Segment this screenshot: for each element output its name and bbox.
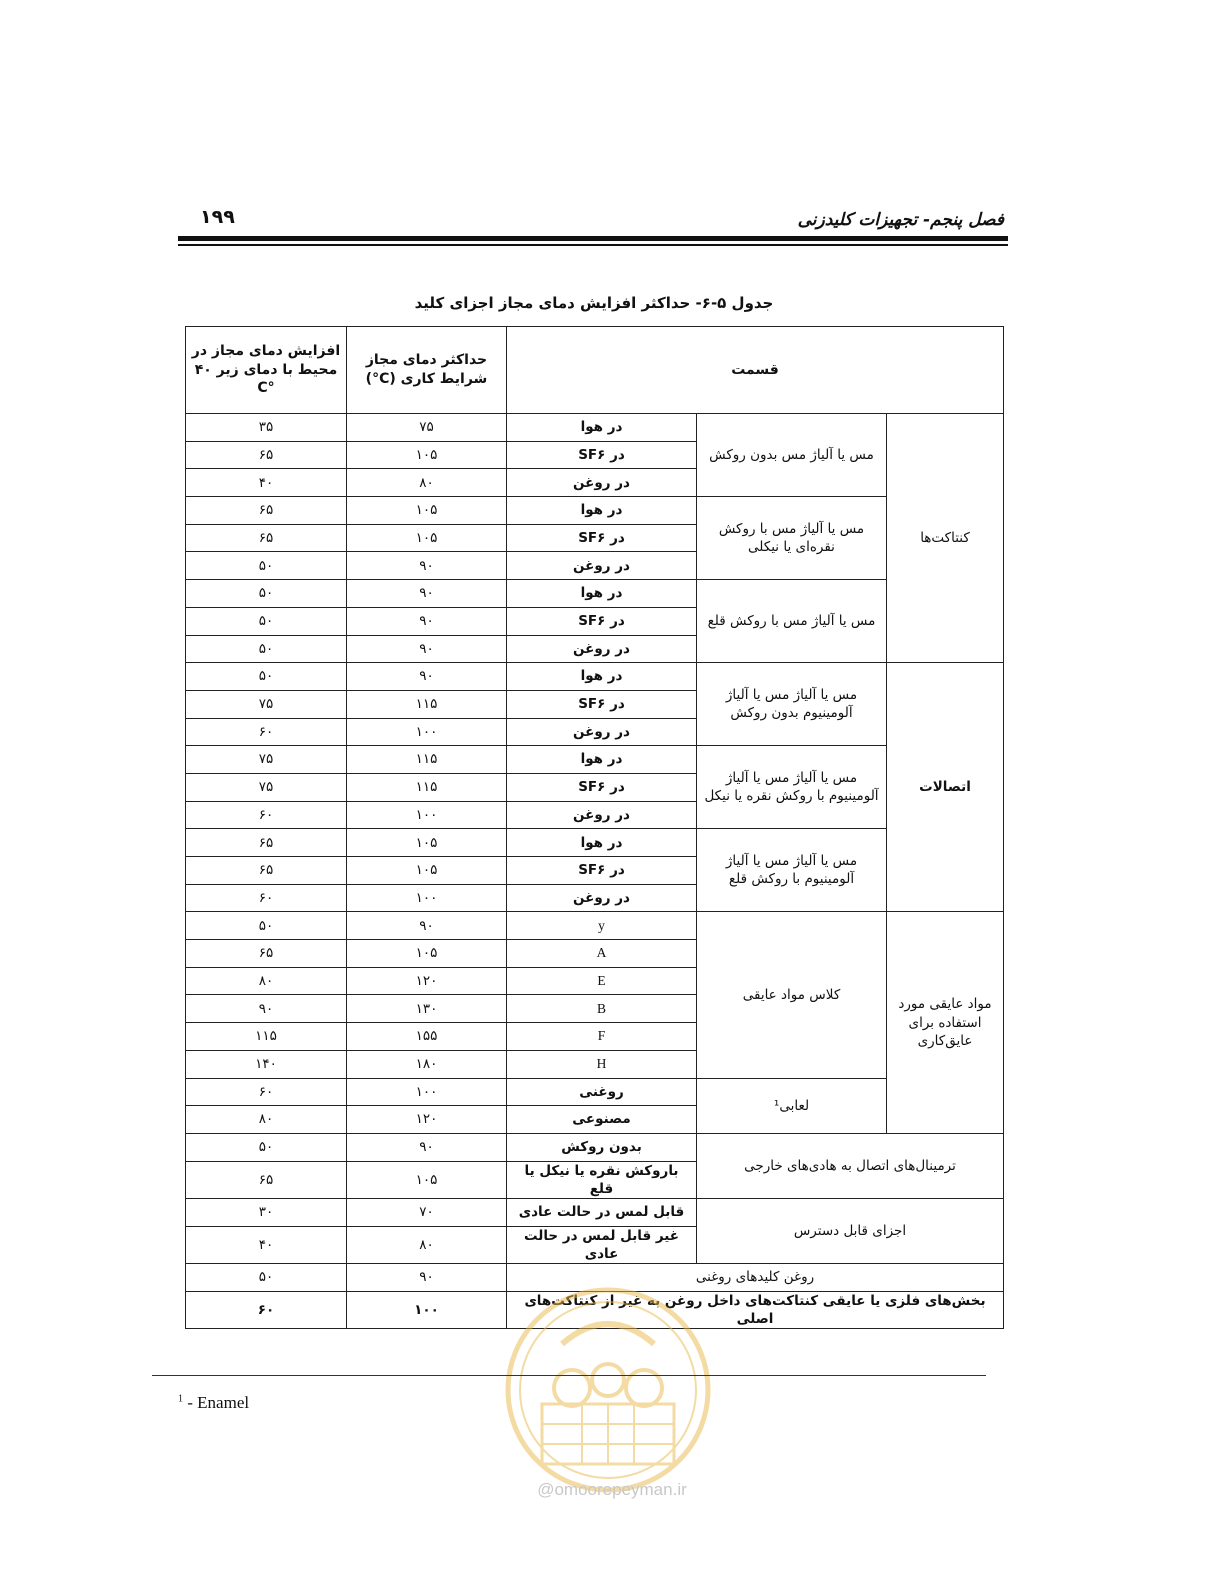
row-max-temp: ۸۰ (347, 469, 507, 497)
row-temp-rise: ۱۱۵ (186, 1023, 347, 1051)
row-temp-rise: ۶۵ (186, 1161, 347, 1198)
row-item: در SF۶ (507, 857, 697, 885)
row-temp-rise: ۴۰ (186, 469, 347, 497)
row-item: y (507, 912, 697, 940)
row-max-temp: ۱۰۵ (347, 829, 507, 857)
row-item: در روغن (507, 801, 697, 829)
row-max-temp: ۷۵ (347, 414, 507, 442)
row-temp-rise: ۶۵ (186, 441, 347, 469)
row-max-temp: ۱۱۵ (347, 773, 507, 801)
row-max-temp: ۱۲۰ (347, 1106, 507, 1134)
table-row (186, 912, 1004, 940)
row-item: در هوا (507, 580, 697, 608)
table-row (186, 829, 1004, 857)
subgroup-bare-connection: مس یا آلیاژ مس یا آلیاژ آلومینیوم بدون روکش (697, 663, 887, 746)
row-item: در روغن (507, 552, 697, 580)
row-max-temp: ۱۱۵ (347, 690, 507, 718)
row-max-temp: ۸۰ (347, 1226, 507, 1263)
row-item: غیر قابل لمس در حالت عادی (507, 1226, 697, 1263)
subgroup-bare-copper: مس یا آلیاژ مس بدون روکش (697, 414, 887, 497)
row-temp-rise: ۱۴۰ (186, 1050, 347, 1078)
row-item: A (507, 940, 697, 968)
row-item: در هوا (507, 663, 697, 691)
table-row (186, 1199, 1004, 1227)
row-max-temp: ۹۰ (347, 635, 507, 663)
row-item: در هوا (507, 829, 697, 857)
row-temp-rise: ۵۰ (186, 663, 347, 691)
row-temp-rise: ۸۰ (186, 1106, 347, 1134)
row-item: در SF۶ (507, 524, 697, 552)
row-item: بدون روکش (507, 1133, 697, 1161)
row-temp-rise: ۳۰ (186, 1199, 347, 1227)
row-max-temp: ۹۰ (347, 1264, 507, 1292)
row-item: در هوا (507, 746, 697, 774)
footnote-rule (152, 1375, 986, 1376)
row-max-temp: ۱۰۵ (347, 857, 507, 885)
page-header (178, 204, 1008, 248)
row-max-temp: ۱۵۵ (347, 1023, 507, 1051)
subgroup-silver-nickel-copper: مس یا آلیاژ مس با روکش نقره‌ای یا نیکلی (697, 497, 887, 580)
table-row (186, 746, 1004, 774)
row-max-temp: ۱۰۵ (347, 524, 507, 552)
subgroup-tin-copper: مس یا آلیاژ مس با روکش قلع (697, 580, 887, 663)
table-header-row (186, 327, 1004, 414)
row-item: در هوا (507, 497, 697, 525)
row-temp-rise: ۶۰ (186, 1078, 347, 1106)
row-temp-rise: ۷۵ (186, 773, 347, 801)
row-temp-rise: ۵۰ (186, 1264, 347, 1292)
table-row (186, 580, 1004, 608)
row-max-temp: ۱۰۰ (347, 718, 507, 746)
row-temp-rise: ۷۵ (186, 746, 347, 774)
table-row (186, 497, 1004, 525)
row-temp-rise: ۶۵ (186, 524, 347, 552)
row-max-temp: ۹۰ (347, 1133, 507, 1161)
row-temp-rise: ۶۵ (186, 497, 347, 525)
row-max-temp: ۱۸۰ (347, 1050, 507, 1078)
subgroup-terminals: ترمینال‌های اتصال به هادی‌های خارجی (697, 1133, 1004, 1198)
row-item: H (507, 1050, 697, 1078)
row-temp-rise: ۶۰ (186, 1291, 347, 1328)
row-temp-rise: ۵۰ (186, 1133, 347, 1161)
row-item: مصنوعی (507, 1106, 697, 1134)
row-temp-rise: ۶۵ (186, 940, 347, 968)
row-temp-rise: ۴۰ (186, 1226, 347, 1263)
row-temp-rise: ۵۰ (186, 635, 347, 663)
row-temp-rise: ۶۵ (186, 857, 347, 885)
subgroup-insulation-class: کلاس مواد عایقی (697, 912, 887, 1078)
row-max-temp: ۱۰۵ (347, 1161, 507, 1198)
row-max-temp: ۱۱۵ (347, 746, 507, 774)
watermark-seal-icon (502, 1284, 714, 1496)
header-max-temp: حداکثر دمای مجاز شرایط کاری (C°) (347, 327, 507, 414)
watermark-url: @omoorepeyman.ir (537, 1480, 687, 1499)
row-max-temp: ۱۲۰ (347, 967, 507, 995)
header-temp-rise: افزایش دمای مجاز در محیط با دمای زیر ۴۰ °C (186, 327, 347, 414)
row-temp-rise: ۶۰ (186, 801, 347, 829)
row-item: F (507, 1023, 697, 1051)
row-max-temp: ۱۰۰ (347, 884, 507, 912)
row-item: در روغن (507, 469, 697, 497)
group-connections: اتصالات (887, 663, 1004, 912)
table-row (186, 1133, 1004, 1161)
footnote-text: - Enamel (183, 1393, 250, 1412)
row-temp-rise: ۸۰ (186, 967, 347, 995)
row-temp-rise: ۵۰ (186, 912, 347, 940)
chapter-title: فصل پنجم- تجهیزات کلیدزنی (797, 210, 1004, 230)
header-rule-thick (178, 236, 1008, 241)
row-temp-rise: ۹۰ (186, 995, 347, 1023)
row-max-temp: ۱۰۰ (347, 801, 507, 829)
table-row (186, 663, 1004, 691)
subgroup-enamel: لعابی¹ (697, 1078, 887, 1133)
row-item: در SF۶ (507, 690, 697, 718)
row-max-temp: ۱۰۵ (347, 441, 507, 469)
row-temp-rise: ۵۰ (186, 552, 347, 580)
row-item: قابل لمس در حالت عادی (507, 1199, 697, 1227)
row-max-temp: ۱۰۵ (347, 940, 507, 968)
header-part: قسمت (507, 327, 1004, 414)
page-number: ۱۹۹ (200, 206, 235, 228)
row-max-temp: ۹۰ (347, 912, 507, 940)
row-max-temp: ۹۰ (347, 580, 507, 608)
row-temp-rise: ۷۵ (186, 690, 347, 718)
row-max-temp: ۱۰۵ (347, 497, 507, 525)
row-item: E (507, 967, 697, 995)
row-item: در روغن (507, 718, 697, 746)
header-rule-thin (178, 244, 1008, 246)
row-item: در SF۶ (507, 773, 697, 801)
subgroup-accessible-parts: اجزای قابل دسترس (697, 1199, 1004, 1264)
row-max-temp: ۷۰ (347, 1199, 507, 1227)
row-max-temp: ۱۰۰ (347, 1291, 507, 1328)
table-row (186, 1078, 1004, 1106)
row-item: در هوا (507, 414, 697, 442)
row-temp-rise: ۶۰ (186, 884, 347, 912)
row-item: B (507, 995, 697, 1023)
row-item-metal-parts: بخش‌های فلزی یا عایقی کنتاکت‌های داخل روغن به غیر از کنتاکت‌های اصلی (507, 1291, 1004, 1328)
row-temp-rise: ۵۰ (186, 580, 347, 608)
table-caption: جدول ۵-۶- حداکثر افزایش دمای مجاز اجزای کلید (414, 294, 774, 312)
footnote-marker: 1 (178, 1393, 183, 1405)
row-temp-rise: ۳۵ (186, 414, 347, 442)
row-max-temp: ۹۰ (347, 663, 507, 691)
row-max-temp: ۱۳۰ (347, 995, 507, 1023)
row-max-temp: ۹۰ (347, 552, 507, 580)
row-temp-rise: ۶۰ (186, 718, 347, 746)
row-item: باروکش نقره یا نیکل یا قلع (507, 1161, 697, 1198)
row-item: روغنی (507, 1078, 697, 1106)
row-item: در SF۶ (507, 607, 697, 635)
temperature-rise-table (185, 326, 1004, 1329)
row-temp-rise: ۶۵ (186, 829, 347, 857)
group-contacts: کنتاکت‌ها (887, 414, 1004, 663)
row-item: در روغن (507, 884, 697, 912)
row-temp-rise: ۵۰ (186, 607, 347, 635)
row-item: در روغن (507, 635, 697, 663)
row-max-temp: ۱۰۰ (347, 1078, 507, 1106)
table-row (186, 414, 1004, 442)
footnote (178, 1393, 249, 1413)
row-item: در SF۶ (507, 441, 697, 469)
row-item-oil: روغن کلیدهای روغنی (507, 1264, 1004, 1292)
group-insulation: مواد عایقی مورد استفاده برای عایق‌کاری (887, 912, 1004, 1134)
subgroup-silver-nickel-connection: مس یا آلیاژ مس یا آلیاژ آلومینیوم با روکش نقره یا نیکل (697, 746, 887, 829)
row-max-temp: ۹۰ (347, 607, 507, 635)
subgroup-tin-connection: مس یا آلیاژ مس یا آلیاژ آلومینیوم با روکش قلع (697, 829, 887, 912)
